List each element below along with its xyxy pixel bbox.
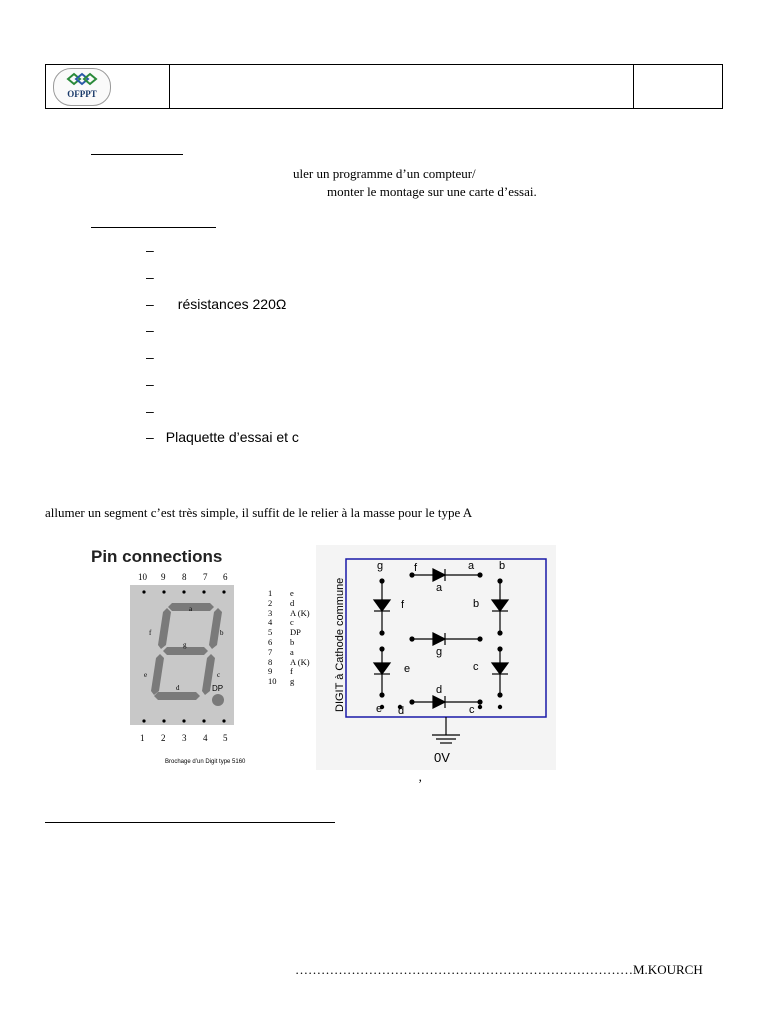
table-row: 4 c bbox=[268, 617, 294, 628]
table-row: 8 A (K) bbox=[268, 656, 310, 667]
list-item: – Plaquette d’essai et c bbox=[146, 429, 299, 445]
bottom-pin-label: 5 bbox=[223, 733, 228, 743]
label-a-under: a bbox=[436, 582, 443, 594]
label-e-bottom: e bbox=[376, 703, 383, 715]
figure-title: Pin connections bbox=[91, 547, 223, 566]
label-d-bottom: d bbox=[398, 705, 405, 717]
table-row: 10 g bbox=[268, 676, 295, 687]
segment-label-b: b bbox=[220, 629, 224, 637]
segment-label-a: a bbox=[189, 605, 193, 613]
seven-segment-icon bbox=[130, 585, 234, 725]
label-c-bottom: c bbox=[469, 704, 475, 716]
header-divider bbox=[633, 65, 634, 108]
list-item: – bbox=[146, 269, 154, 285]
list-item: – bbox=[146, 376, 154, 392]
segment-label-g: g bbox=[183, 641, 187, 649]
table-row: 9 f bbox=[268, 666, 293, 677]
small-mark: ’ bbox=[418, 776, 423, 791]
table-row: 6 b bbox=[268, 636, 295, 647]
list-item: – résistances 220Ω bbox=[146, 296, 287, 312]
ground-label: 0V bbox=[434, 750, 450, 765]
common-cathode-schematic bbox=[316, 545, 556, 770]
pin-connections-figure bbox=[90, 545, 270, 770]
top-pin-label: 8 bbox=[182, 572, 187, 582]
figure-caption: Brochage d’un Digit type 5160 bbox=[165, 759, 246, 765]
label-b-top: b bbox=[499, 560, 506, 572]
display-body bbox=[130, 585, 234, 725]
label-b-side: b bbox=[473, 598, 480, 610]
body-text: allumer un segment c’est très simple, il suffit de le relier à la masse pour le type A bbox=[45, 505, 473, 520]
signature-name: M.KOURCH bbox=[633, 962, 703, 977]
list-item: – bbox=[146, 242, 154, 258]
list-item: – bbox=[146, 349, 154, 365]
list-item: – bbox=[146, 403, 154, 419]
label-c-side: c bbox=[473, 661, 479, 673]
bottom-pin-label: 1 bbox=[140, 733, 145, 743]
bottom-pin-label: 4 bbox=[203, 733, 208, 743]
top-pin-label: 6 bbox=[223, 572, 228, 582]
vertical-label: DIGIT à Cathode commune bbox=[334, 577, 346, 712]
ofppt-logo bbox=[53, 68, 111, 106]
top-pin-label: 7 bbox=[203, 572, 208, 582]
list-item: – bbox=[146, 322, 154, 338]
segment-label-d: d bbox=[176, 684, 180, 692]
logo-mark-icon bbox=[54, 69, 110, 89]
logo-text: OFPPT bbox=[67, 89, 97, 99]
signature-line bbox=[295, 962, 703, 978]
table-row: 2 d bbox=[268, 597, 295, 608]
dp-label: DP bbox=[212, 684, 224, 693]
signature-dots: …………………………………………………………………… bbox=[295, 962, 633, 977]
objective-line-2: monter le montage sur une carte d’essai. bbox=[327, 184, 537, 199]
label-d-top: d bbox=[436, 684, 443, 696]
bottom-pin-label: 3 bbox=[182, 733, 187, 743]
segment-label-f: f bbox=[149, 629, 152, 637]
bottom-pin-label: 2 bbox=[161, 733, 166, 743]
label-f-top: f bbox=[414, 562, 418, 574]
label-a-top: a bbox=[468, 560, 475, 572]
section-underline-2 bbox=[91, 227, 216, 228]
segment-label-e: e bbox=[144, 671, 148, 679]
header-table bbox=[45, 64, 723, 109]
segment-label-c: c bbox=[217, 671, 221, 679]
top-pin-label: 10 bbox=[138, 572, 147, 582]
table-row: 5 DP bbox=[268, 627, 301, 638]
section-underline-3 bbox=[45, 822, 335, 823]
section-underline-1 bbox=[91, 154, 183, 155]
label-g-mid: g bbox=[436, 646, 443, 658]
top-pin-label: 9 bbox=[161, 572, 166, 582]
label-g-top: g bbox=[377, 560, 384, 572]
label-f-side: f bbox=[401, 599, 405, 611]
label-e-side: e bbox=[404, 663, 411, 675]
table-row: 3 A (K) bbox=[268, 607, 310, 618]
logo-cell bbox=[46, 65, 170, 108]
objective-line-1: uler un programme d’un compteur/ bbox=[293, 166, 476, 181]
table-row: 7 a bbox=[268, 646, 294, 657]
table-row: 1 e bbox=[268, 588, 294, 598]
